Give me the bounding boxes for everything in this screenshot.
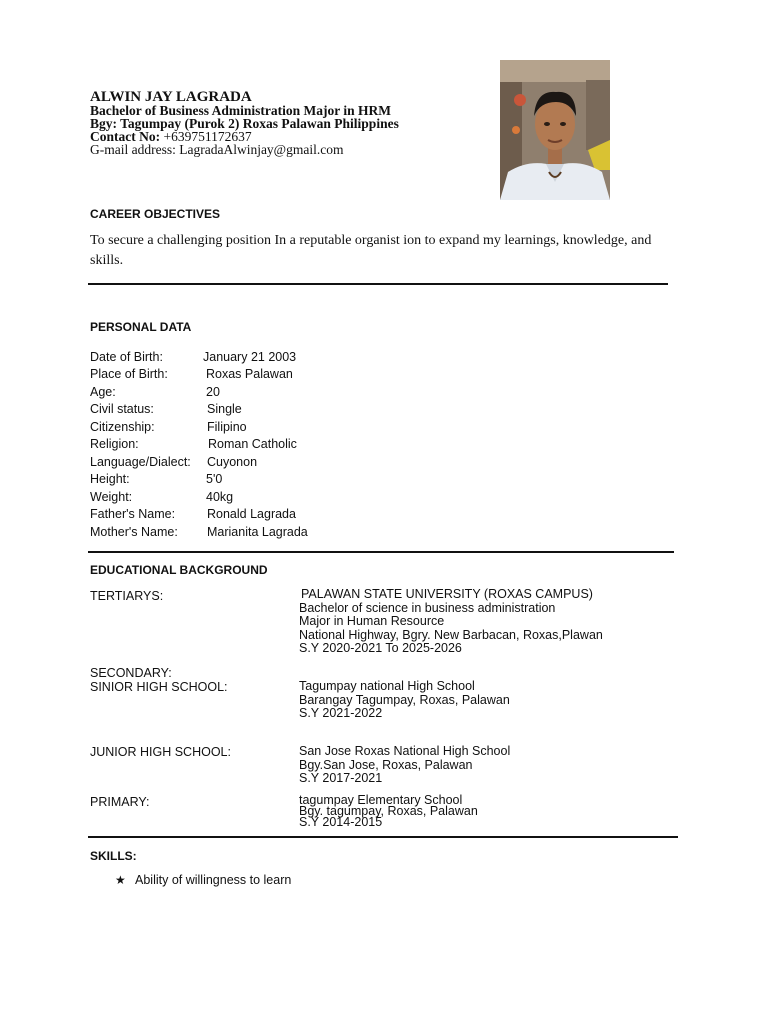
junior-high-details bbox=[299, 745, 510, 786]
senior-high-label: SINIOR HIGH SCHOOL: bbox=[90, 680, 228, 694]
personal-data-label: Language/Dialect: bbox=[90, 454, 191, 469]
personal-data-row bbox=[90, 437, 490, 455]
profile-photo-illustration bbox=[500, 60, 610, 200]
career-objectives-heading: CAREER OBJECTIVES bbox=[90, 207, 221, 221]
personal-data-heading: PERSONAL DATA bbox=[90, 320, 192, 334]
personal-data-label: Religion: bbox=[90, 437, 139, 452]
personal-data-row bbox=[90, 402, 490, 420]
tertiary-line: National Highway, Bgry. New Barbacan, Roxas,Plawan bbox=[299, 627, 603, 642]
personal-data-row bbox=[90, 507, 490, 525]
personal-data-label: Weight: bbox=[90, 489, 133, 504]
personal-data-value: Cuyonon bbox=[207, 454, 258, 469]
junior-high-line: Bgy.San Jose, Roxas, Palawan bbox=[299, 757, 473, 772]
primary-line: Bgy. tagumpay, Roxas, Palawan bbox=[299, 804, 478, 818]
personal-data-label: Height: bbox=[90, 472, 130, 487]
personal-data-value: Marianita Lagrada bbox=[207, 524, 308, 539]
personal-data-value: January 21 2003 bbox=[203, 350, 297, 364]
personal-data-value: Roman Catholic bbox=[208, 437, 297, 452]
tertiary-line: PALAWAN STATE UNIVERSITY (ROXAS CAMPUS) bbox=[301, 587, 593, 601]
personal-data-value: 5'0 bbox=[206, 472, 223, 487]
personal-data-row bbox=[90, 525, 490, 543]
personal-data-value: Roxas Palawan bbox=[206, 367, 293, 382]
secondary-label: SECONDARY: bbox=[90, 666, 172, 680]
senior-high-details bbox=[299, 680, 510, 721]
profile-photo bbox=[500, 60, 610, 200]
personal-data-label: Father's Name: bbox=[90, 507, 176, 522]
divider bbox=[88, 836, 678, 838]
senior-high-line: S.Y 2021-2022 bbox=[299, 706, 383, 720]
personal-data-label: Age: bbox=[90, 384, 116, 399]
junior-high-line: S.Y 2017-2021 bbox=[299, 771, 383, 785]
divider bbox=[88, 551, 674, 553]
personal-data-value: Single bbox=[207, 402, 242, 417]
personal-data-row bbox=[90, 350, 490, 368]
contact-value: +639751172637 bbox=[160, 129, 252, 144]
primary-label: PRIMARY: bbox=[90, 795, 150, 809]
star-bullet-icon: ★ bbox=[115, 873, 126, 887]
skill-item-label: Ability of willingness to learn bbox=[135, 873, 292, 887]
personal-data-row bbox=[90, 455, 490, 473]
tertiary-line: S.Y 2020-2021 To 2025-2026 bbox=[299, 641, 462, 655]
personal-data-row bbox=[90, 367, 490, 385]
career-objectives-text: To secure a challenging position In a reputable organist ion to expand my learnings, knowledge, and skills. bbox=[90, 233, 652, 268]
primary-line: S.Y 2014-2015 bbox=[299, 815, 383, 829]
personal-data-value: 20 bbox=[206, 384, 220, 399]
junior-high-line: San Jose Roxas National High School bbox=[299, 744, 511, 758]
contact-label: Contact No: bbox=[90, 129, 161, 144]
skills-heading: SKILLS: bbox=[90, 849, 137, 863]
personal-data-row bbox=[90, 490, 490, 508]
educational-background-heading: EDUCATIONAL BACKGROUND bbox=[90, 563, 268, 577]
applicant-name: ALWIN JAY LAGRADA bbox=[90, 89, 252, 105]
personal-data-label: Mother's Name: bbox=[90, 524, 178, 539]
personal-data-label: Civil status: bbox=[90, 402, 154, 417]
tertiary-line: Major in Human Resource bbox=[299, 614, 445, 628]
senior-high-line: Barangay Tagumpay, Roxas, Palawan bbox=[299, 692, 510, 707]
primary-line: tagumpay Elementary School bbox=[299, 793, 463, 807]
personal-data-label: Place of Birth: bbox=[90, 367, 168, 382]
senior-high-line: Tagumpay national High School bbox=[299, 679, 475, 693]
tertiary-label: TERTIARYS: bbox=[90, 589, 164, 603]
junior-high-label: JUNIOR HIGH SCHOOL: bbox=[90, 745, 231, 759]
degree-line: Bachelor of Business Administration Major in HRM bbox=[90, 103, 392, 118]
personal-data-label: Date of Birth: bbox=[90, 350, 163, 364]
personal-data-row bbox=[90, 385, 490, 403]
skill-item bbox=[115, 873, 291, 887]
personal-data-row bbox=[90, 472, 490, 490]
personal-data-value: Ronald Lagrada bbox=[207, 507, 296, 522]
email-line: G-mail address: LagradaAlwinjay@gmail.com bbox=[90, 142, 344, 157]
personal-data-value: Filipino bbox=[207, 419, 247, 434]
address-line: Bgy: Tagumpay (Purok 2) Roxas Palawan Philippines bbox=[90, 116, 399, 131]
tertiary-details bbox=[299, 588, 603, 656]
primary-details bbox=[299, 795, 478, 828]
personal-data-label: Citizenship: bbox=[90, 419, 155, 434]
divider bbox=[88, 283, 668, 285]
personal-data-value: 40kg bbox=[206, 489, 234, 504]
tertiary-line: Bachelor of science in business administration bbox=[299, 600, 556, 615]
personal-data-row bbox=[90, 420, 490, 438]
